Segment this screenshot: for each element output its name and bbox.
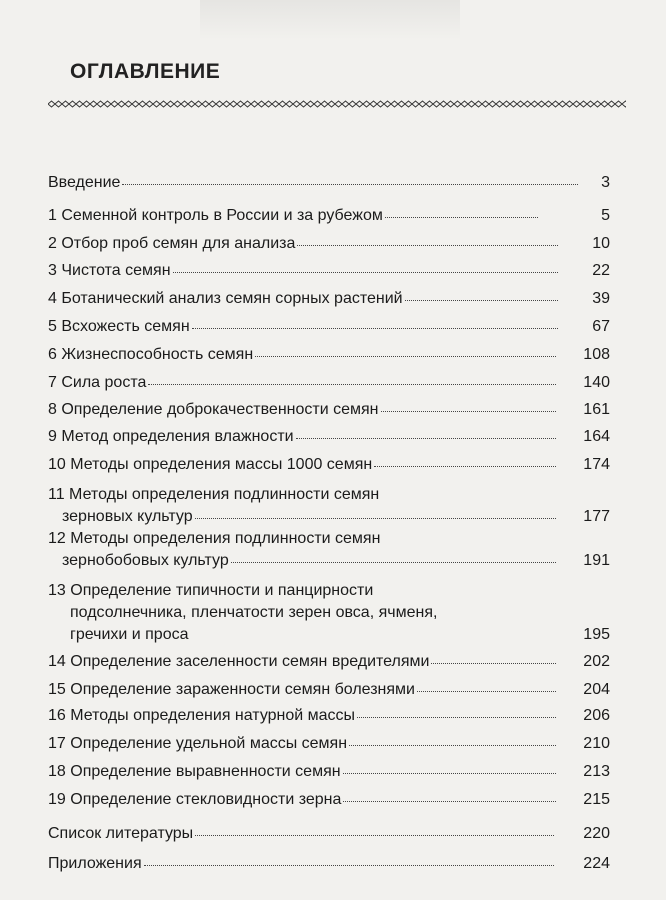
toc-page-number: 177 bbox=[583, 508, 610, 525]
toc-entry[interactable] bbox=[48, 707, 558, 725]
toc-entry-title: 6 Жизнеспособность семян bbox=[48, 346, 254, 363]
dot-leader bbox=[192, 328, 558, 329]
toc-entry-title: Список литературы bbox=[48, 825, 194, 842]
toc-entry-title: 13 Определение типичности и панцирности bbox=[48, 582, 374, 599]
toc-page-number: 215 bbox=[583, 791, 610, 808]
toc-entry[interactable] bbox=[48, 791, 558, 809]
toc-page-number: 204 bbox=[583, 681, 610, 698]
toc-entry-continuation: зернобобовых культур bbox=[62, 552, 229, 569]
toc-page-number: 3 bbox=[601, 174, 610, 191]
toc-page-number: 191 bbox=[583, 552, 610, 569]
toc-entry-title: 5 Всхожесть семян bbox=[48, 318, 190, 335]
toc-entry[interactable] bbox=[48, 763, 558, 781]
dot-leader bbox=[173, 272, 558, 273]
dot-leader bbox=[122, 184, 578, 185]
toc-page-number: 202 bbox=[583, 653, 610, 670]
toc-entry-title: 15 Определение зараженности семян болезнями bbox=[48, 681, 415, 698]
toc-entry-title: 11 Методы определения подлинности семян bbox=[48, 486, 380, 503]
dot-leader bbox=[357, 717, 556, 718]
dot-leader bbox=[343, 801, 556, 802]
toc-entry-title: Введение bbox=[48, 174, 121, 191]
dot-leader bbox=[191, 636, 557, 637]
toc-entry-title: 9 Метод определения влажности bbox=[48, 428, 294, 445]
toc-entry-title: 8 Определение доброкачественности семян bbox=[48, 401, 379, 418]
toc-entry-title: 7 Сила роста bbox=[48, 374, 147, 391]
toc-entry[interactable] bbox=[48, 486, 558, 526]
toc-entry[interactable] bbox=[48, 318, 560, 336]
dot-leader bbox=[195, 518, 556, 519]
toc-entry[interactable] bbox=[48, 653, 558, 671]
toc-page-number: 140 bbox=[583, 374, 610, 391]
dot-leader bbox=[148, 384, 556, 385]
toc-page-number: 5 bbox=[601, 207, 610, 224]
toc-entry[interactable] bbox=[48, 401, 558, 419]
dot-leader bbox=[255, 356, 556, 357]
dot-leader bbox=[231, 562, 556, 563]
toc-entry-continuation: гречихи и проса bbox=[70, 626, 189, 643]
toc-entry[interactable] bbox=[48, 681, 558, 699]
toc-page-number: 164 bbox=[583, 428, 610, 445]
toc-page-number: 10 bbox=[592, 235, 610, 252]
dot-leader bbox=[405, 300, 558, 301]
toc-entry[interactable] bbox=[48, 582, 558, 644]
toc-page-number: 108 bbox=[583, 346, 610, 363]
toc-entry-title: 12 Методы определения подлинности семян bbox=[48, 530, 381, 547]
toc-page-number: 213 bbox=[583, 763, 610, 780]
dot-leader bbox=[296, 438, 556, 439]
dot-leader bbox=[195, 835, 554, 836]
toc-entry-title: 18 Определение выравненности семян bbox=[48, 763, 341, 780]
toc-entry[interactable] bbox=[48, 207, 540, 225]
dot-leader bbox=[381, 411, 556, 412]
toc-entry[interactable] bbox=[48, 825, 556, 843]
dot-leader bbox=[144, 865, 554, 866]
toc-entry-title: 10 Методы определения массы 1000 семян bbox=[48, 456, 373, 473]
toc-entry[interactable] bbox=[48, 855, 556, 873]
toc-page-number: 195 bbox=[583, 626, 610, 643]
toc-entry-continuation: подсолнечника, пленчатости зерен овса, ячменя, bbox=[70, 604, 438, 621]
toc-entry[interactable] bbox=[48, 262, 560, 280]
toc-entry-title: 1 Семенной контроль в России и за рубежом bbox=[48, 207, 383, 224]
toc-entry-title: Приложения bbox=[48, 855, 142, 872]
toc-page-number: 220 bbox=[583, 825, 610, 842]
dot-leader bbox=[385, 217, 538, 218]
dot-leader bbox=[349, 745, 556, 746]
toc-page-number: 22 bbox=[592, 262, 610, 279]
toc-page-number: 210 bbox=[583, 735, 610, 752]
toc-entry[interactable] bbox=[48, 374, 558, 392]
dot-leader bbox=[343, 773, 556, 774]
dot-leader bbox=[417, 691, 556, 692]
dot-leader bbox=[374, 466, 556, 467]
toc-entry-continuation: зерновых культур bbox=[62, 508, 193, 525]
toc-entry[interactable] bbox=[48, 174, 580, 192]
dot-leader bbox=[431, 663, 556, 664]
toc-page-number: 161 bbox=[583, 401, 610, 418]
toc-entry-title: 4 Ботанический анализ семян сорных растений bbox=[48, 290, 403, 307]
toc-entry-title: 2 Отбор проб семян для анализа bbox=[48, 235, 296, 252]
toc-entry[interactable] bbox=[48, 456, 558, 474]
page-heading: ОГЛАВЛЕНИЕ bbox=[70, 60, 221, 83]
toc-entry[interactable] bbox=[48, 235, 560, 253]
toc-entry-title: 19 Определение стекловидности зерна bbox=[48, 791, 342, 808]
toc-entry-title: 16 Методы определения натурной массы bbox=[48, 707, 356, 724]
toc-entry[interactable] bbox=[48, 428, 558, 446]
toc-page-number: 67 bbox=[592, 318, 610, 335]
toc-entry[interactable] bbox=[48, 735, 558, 753]
toc-page-number: 224 bbox=[583, 855, 610, 872]
toc-page-number: 39 bbox=[592, 290, 610, 307]
dot-leader bbox=[297, 245, 558, 246]
toc-entry[interactable] bbox=[48, 346, 558, 364]
toc-page-number: 174 bbox=[583, 456, 610, 473]
toc-entry-title: 3 Чистота семян bbox=[48, 262, 171, 279]
toc-entry[interactable] bbox=[48, 290, 560, 308]
toc-entry-title: 17 Определение удельной массы семян bbox=[48, 735, 348, 752]
toc-page-number: 206 bbox=[583, 707, 610, 724]
toc-entry[interactable] bbox=[48, 530, 558, 570]
toc-entry-title: 14 Определение заселенности семян вредителями bbox=[48, 653, 430, 670]
